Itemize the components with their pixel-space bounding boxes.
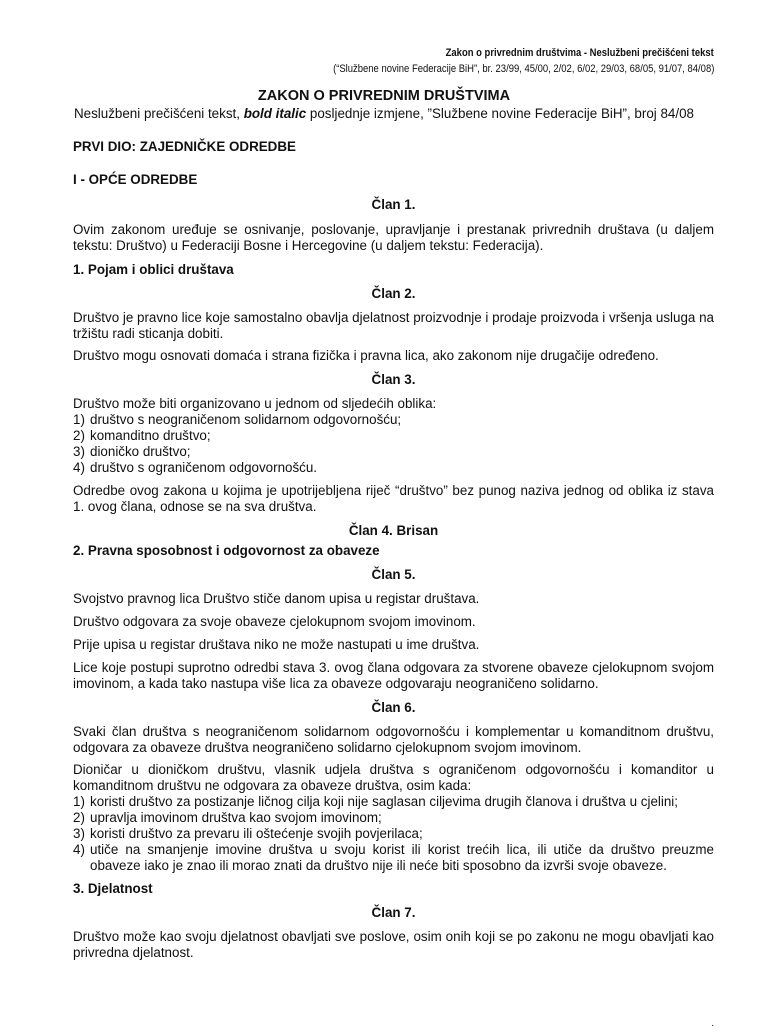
list-item: 3) dioničko društvo; — [73, 444, 191, 459]
article-3-list — [73, 412, 714, 476]
section-heading: I - OPĆE ODREDBE — [73, 172, 198, 187]
list-item: 1) koristi društvo za postizanje ličnog cilja koji nije saglasan ciljevima drugih članova i društva u cjelini; — [73, 794, 678, 809]
article-heading-1: Član 1. — [371, 197, 416, 212]
subtitle-pre: Neslužbeni prečišćeni tekst, — [73, 106, 244, 121]
article-heading-3: Član 3. — [371, 372, 416, 387]
article-heading-6: Član 6. — [371, 700, 416, 715]
subtitle-post: posljednje izmjene, ”Službene novine Federacije BiH”, broj 84/08 — [306, 106, 694, 121]
part-heading: PRVI DIO: ZAJEDNIČKE ODREDBE — [73, 139, 296, 154]
article-6-paragraph-1: Svaki član društva s neograničenom solidarnom odgovornošću i komplementar u komanditnom društvu, odgovara za obaveze društva neograničeno solidarno cjelokupnom svojom imovinom. — [73, 724, 714, 755]
article-heading-4: Član 4. Brisan — [348, 523, 439, 538]
article-1-text: Ovim zakonom uređuje se osnivanje, poslovanje, upravljanje i prestanak privrednih društava (u daljem tekstu: Društvo) u Federaciji Bosne i Hercegovine (u daljem tekstu: Federacija). — [73, 222, 714, 253]
article-2-paragraph-2: Društvo mogu osnovati domaća i strana fizička i pravna lica, ako zakonom nije drugačije određeno. — [73, 348, 659, 363]
subsection-heading-3: 3. Djelatnost — [73, 881, 153, 896]
article-6-paragraph-2: Dioničar u dioničkom društvu, vlasnik udjela društva s ograničenom odgovornošću i komanditor u komanditnom društvu ne odgovara za obaveze društva, osim kada: — [73, 762, 714, 793]
article-3-intro: Društvo može biti organizovano u jednom od sljedećih oblika: — [73, 396, 437, 411]
article-heading-2: Član 2. — [371, 286, 416, 301]
subtitle-emphasis: bold italic — [243, 106, 307, 121]
article-5-paragraph-3: Prije upisa u registar društava niko ne može nastupati u ime društva. — [73, 637, 480, 652]
article-7-paragraph-1: Društvo može kao svoju djelatnost obavljati sve poslove, osim onih koji se po zakonu ne mogu obavljati kao privredna djelatnost. — [73, 929, 714, 960]
list-item: 2) upravlja imovinom društva kao svojom imovinom; — [73, 810, 382, 825]
article-5-paragraph-1: Svojstvo pravnog lica Društvo stiče danom upisa u registar društava. — [73, 591, 480, 606]
subsection-heading-2: 2. Pravna sposobnost i odgovornost za obaveze — [73, 543, 380, 558]
running-header-title: Zakon o privrednim društvima - Neslužbeni prečišćeni tekst — [445, 47, 714, 59]
article-5-paragraph-4: Lice koje postupi suprotno odredbi stava 3. ovog člana odgovara za stvorene obaveze cjelokupnom svojom imovinom, a kada tako nastupa više lica za obaveze odgovaraju neograničeno solidarno. — [73, 660, 714, 691]
subsection-heading-1: 1. Pojam i oblici društava — [73, 262, 234, 277]
article-5-paragraph-2: Društvo odgovara za svoje obaveze cjelokupnom svojom imovinom. — [73, 614, 476, 629]
page-mark: . — [711, 1018, 714, 1029]
article-3-paragraph-2: Odredbe ovog zakona u kojima je upotrijebljena riječ “društvo” bez punog naziva jednog od oblika iz stava 1. ovog člana, odnose se na sva društva. — [73, 483, 714, 514]
law-title: ZAKON O PRIVREDNIM DRUŠTVIMA — [257, 88, 511, 104]
article-2-paragraph-1: Društvo je pravno lice koje samostalno obavlja djelatnost proizvodnje i prodaje proizvoda i vršenja usluga na tržištu radi sticanja dobiti. — [73, 310, 714, 341]
article-heading-5: Član 5. — [371, 567, 416, 582]
article-heading-7: Član 7. — [371, 905, 416, 920]
article-6-list — [73, 794, 714, 874]
running-header-citation: (“Službene novine Federacije BiH”, br. 23/99, 45/00, 2/02, 6/02, 29/03, 68/05, 91/07, 84/08) — [332, 63, 714, 75]
list-item: 3) koristi društvo za prevaru ili oštećenje svojih povjerilaca; — [73, 826, 423, 841]
list-item: 1) društvo s neograničenom solidarnom odgovornošću; — [73, 412, 402, 427]
list-item: 4) društvo s ograničenom odgovornošću. — [73, 460, 318, 475]
law-subtitle — [0, 106, 768, 122]
document-body — [73, 139, 714, 961]
list-item: 4) utiče na smanjenje imovine društva u svoju korist ili korist trećih lica, ili utiče da društvo preuzme obaveze iako je znao ili morao znati da društvo nije ili neće biti sposobno da izvrši svoje obaveze. — [73, 842, 714, 873]
list-item: 2) komanditno društvo; — [73, 428, 211, 443]
